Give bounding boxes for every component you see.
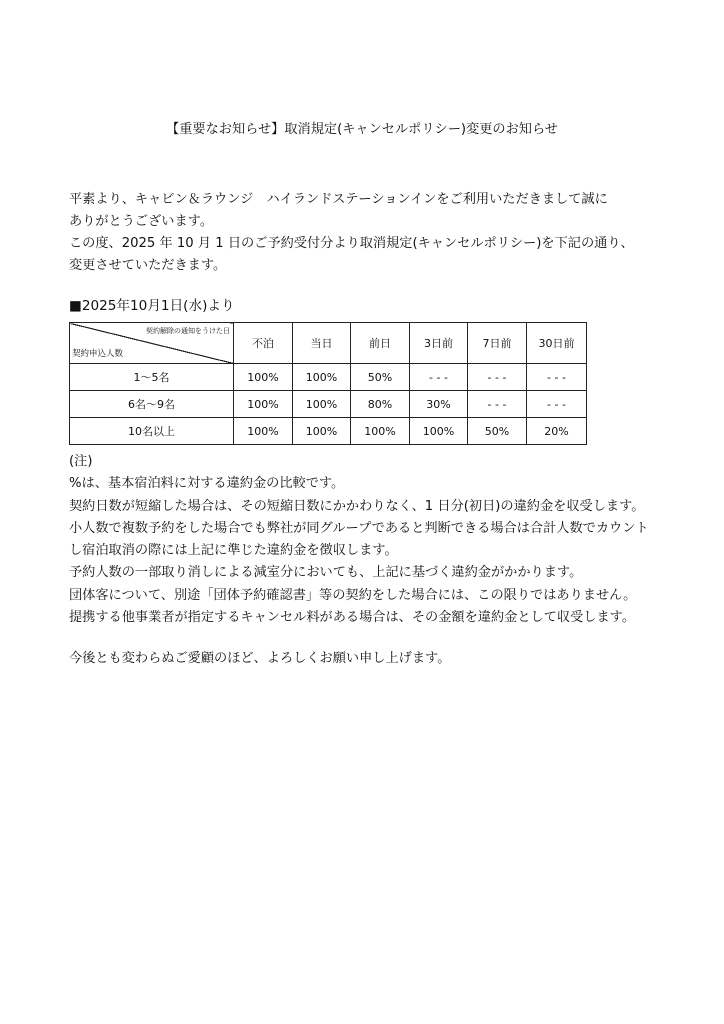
closing-line: 今後とも変わらぬご愛顧のほど、よろしくお願い申し上げます。 (69, 651, 451, 666)
notes-section (69, 451, 709, 629)
table-cell: 100% (293, 391, 351, 418)
table-cell: 50% (351, 364, 410, 391)
row-label: 6名〜9名 (70, 391, 234, 418)
intro-line: ありがとうございます。 (69, 214, 214, 229)
row-label: 1〜5名 (70, 364, 234, 391)
table-cell: 100% (234, 391, 293, 418)
table-cell: 100% (410, 418, 468, 445)
diag-label-notice-date: 契約解除の通知をうけた日 (146, 327, 230, 335)
note-line: (注) (69, 454, 93, 469)
note-line: 契約日数が短縮した場合は、その短縮日数にかかわりなく、1 日分(初日)の違約金を収受します。 (69, 498, 645, 514)
section-heading: ■2025年10月1日(水)より (69, 298, 235, 314)
cancellation-fee-table (69, 322, 587, 445)
diagonal-header-cell (70, 323, 234, 364)
intro-line: 変更させていただきます。 (69, 258, 227, 273)
table-cell: - - - (410, 364, 468, 391)
row-label: 10名以上 (70, 418, 234, 445)
intro-paragraph (69, 189, 669, 277)
note-line: 小人数で複数予約をした場合でも弊社が同グループであると判断できる場合は合計人数でカウント (69, 520, 649, 536)
table-header-row (70, 323, 587, 364)
table-cell: 50% (468, 418, 527, 445)
table-cell: 100% (234, 364, 293, 391)
note-line: 提携する他事業者が指定するキャンセル料がある場合は、その金額を違約金として収受します。 (69, 610, 636, 626)
table-cell: 80% (351, 391, 410, 418)
note-line: %は、基本宿泊料に対する違約金の比較です。 (69, 476, 345, 492)
note-line: 団体客について、別途「団体予約確認書」等の契約をした場合には、この限りではありません。 (69, 587, 637, 603)
column-header: 当日 (293, 323, 351, 364)
page-title: 【重要なお知らせ】取消規定(キャンセルポリシー)変更のお知らせ (166, 122, 558, 137)
column-header: 30日前 (527, 323, 587, 364)
table-row (70, 391, 587, 418)
column-header: 前日 (351, 323, 410, 364)
column-header: 不泊 (234, 323, 293, 364)
table-cell: - - - (527, 364, 587, 391)
diag-label-party-size: 契約申込人数 (72, 349, 124, 359)
intro-line: この度、2025 年 10 月 1 日のご予約受付分より取消規定(キャンセルポリシー)を下記の通り、 (69, 236, 634, 251)
column-header: 3日前 (410, 323, 468, 364)
table-cell: 100% (234, 418, 293, 445)
table-cell: 100% (351, 418, 410, 445)
note-line: し宿泊取消の際には上記に準じた違約金を徴収します。 (69, 543, 398, 559)
table-cell: 30% (410, 391, 468, 418)
column-header: 7日前 (468, 323, 527, 364)
table-row (70, 418, 587, 445)
table-cell: - - - (468, 391, 527, 418)
table-cell: 20% (527, 418, 587, 445)
table-cell: - - - (468, 364, 527, 391)
table-cell: 100% (293, 418, 351, 445)
intro-line: 平素より、キャビン＆ラウンジ ハイランドステーションインをご利用いただきまして誠に (69, 192, 608, 207)
table-row (70, 364, 587, 391)
table-cell: - - - (527, 391, 587, 418)
note-line: 予約人数の一部取り消しによる減室分においても、上記に基づく違約金がかかります。 (69, 565, 583, 581)
table-cell: 100% (293, 364, 351, 391)
